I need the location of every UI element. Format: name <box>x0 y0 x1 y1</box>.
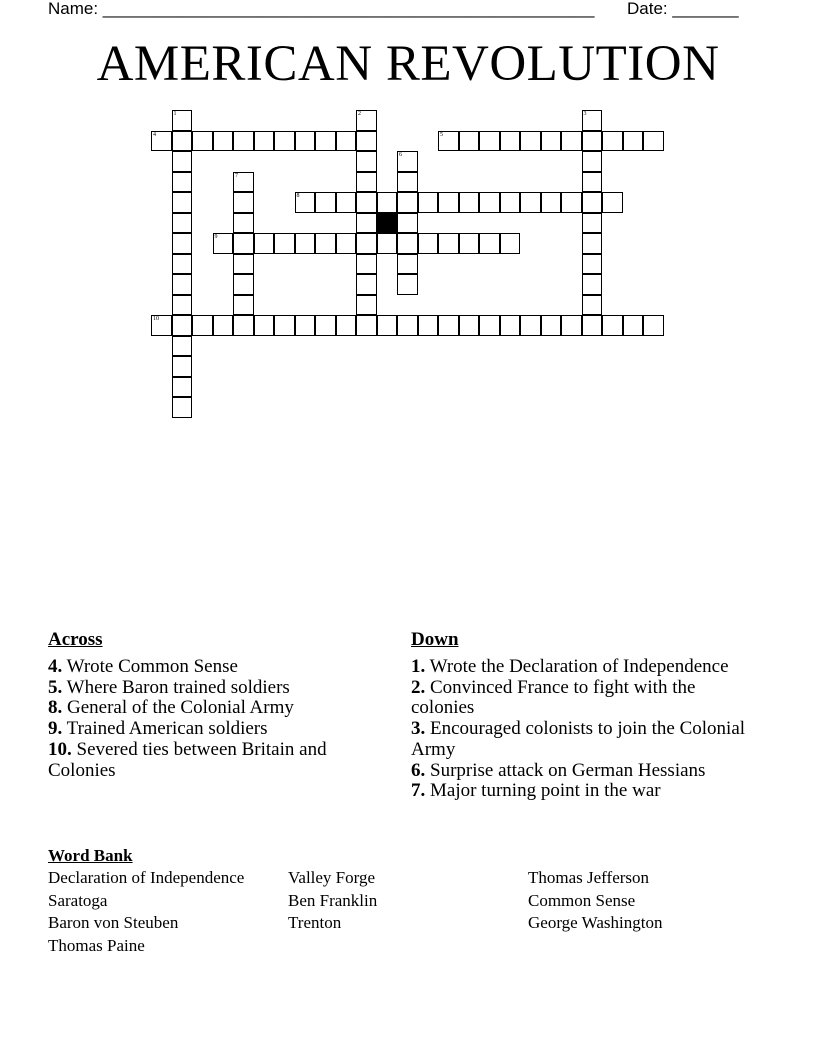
crossword-cell[interactable] <box>623 131 644 152</box>
crossword-cell[interactable] <box>233 295 254 316</box>
down-clue-3 <box>411 719 751 760</box>
across-clues <box>48 629 378 781</box>
crossword-cell[interactable] <box>172 172 193 193</box>
crossword-cell[interactable] <box>172 131 193 152</box>
cell-number: 9 <box>214 234 218 240</box>
crossword-cell[interactable] <box>561 192 582 213</box>
crossword-cell[interactable] <box>418 315 439 336</box>
crossword-cell[interactable] <box>336 131 357 152</box>
crossword-cell[interactable] <box>356 233 377 254</box>
crossword-cell[interactable] <box>582 151 603 172</box>
cell-number: 8 <box>296 193 300 199</box>
crossword-cell[interactable] <box>479 315 500 336</box>
crossword-cell[interactable] <box>233 131 254 152</box>
crossword-cell[interactable] <box>602 131 623 152</box>
clue-number: 6. <box>411 759 426 781</box>
across-clue-8 <box>48 698 378 719</box>
page-title: AMERICAN REVOLUTION <box>96 36 720 92</box>
down-clue-6 <box>411 761 751 782</box>
crossword-cell[interactable] <box>151 315 172 336</box>
cell-number: 6 <box>399 152 402 158</box>
clue-text: Wrote the Declaration of Independence <box>425 656 729 677</box>
crossword-cell[interactable] <box>377 192 398 213</box>
crossword-cell[interactable] <box>479 192 500 213</box>
cell-number: 1 <box>173 111 177 117</box>
word-bank-item: Trenton <box>288 913 342 933</box>
crossword-cell[interactable] <box>315 233 336 254</box>
crossword-cell[interactable] <box>541 131 562 152</box>
crossword-cell[interactable] <box>172 192 193 213</box>
crossword-cell[interactable] <box>541 192 562 213</box>
crossword-cell[interactable] <box>336 315 357 336</box>
crossword-cell[interactable] <box>172 151 193 172</box>
crossword-cell[interactable] <box>356 172 377 193</box>
down-clue-1 <box>411 657 751 678</box>
cell-number: 3 <box>583 111 587 117</box>
crossword-cell[interactable] <box>500 233 521 254</box>
crossword-cell[interactable] <box>356 131 377 152</box>
across-clue-9 <box>48 719 378 740</box>
crossword-cell[interactable] <box>500 192 521 213</box>
crossword-cell[interactable] <box>172 233 193 254</box>
clue-number: 8. <box>48 697 63 719</box>
crossword-cell[interactable] <box>172 213 193 234</box>
crossword-cell[interactable] <box>356 254 377 275</box>
crossword-cell[interactable] <box>172 274 193 295</box>
crossword-cell[interactable] <box>336 192 357 213</box>
crossword-cell[interactable] <box>561 131 582 152</box>
word-bank-item: Ben Franklin <box>288 890 378 910</box>
word-bank-item: Thomas Jefferson <box>528 868 650 887</box>
crossword-cell[interactable] <box>602 192 623 213</box>
crossword-cell[interactable] <box>233 254 254 275</box>
crossword-cell[interactable] <box>172 315 193 336</box>
crossword-cell[interactable] <box>377 315 398 336</box>
crossword-cell[interactable] <box>172 110 193 131</box>
date-field-label: Date: _______ <box>627 0 739 18</box>
crossword-cell[interactable] <box>254 233 275 254</box>
crossword-cell[interactable] <box>397 254 418 275</box>
clue-number: 4. <box>48 656 63 677</box>
cell-number: 10 <box>153 316 159 322</box>
clue-text: Surprise attack on German Hessians <box>425 759 706 781</box>
crossword-cell[interactable] <box>582 131 603 152</box>
crossword-cell[interactable] <box>213 315 234 336</box>
crossword-cell[interactable] <box>459 192 480 213</box>
word-bank-item: Baron von Steuben <box>48 913 179 933</box>
crossword-cell[interactable] <box>397 172 418 193</box>
cell-number: 5 <box>440 131 443 138</box>
word-bank-item: Common Sense <box>528 890 636 910</box>
crossword-cell[interactable] <box>295 315 316 336</box>
across-heading: Across <box>48 629 103 650</box>
word-bank-heading: Word Bank <box>48 846 133 865</box>
word-bank-item: Thomas Paine <box>48 935 145 955</box>
crossword-cell[interactable] <box>582 315 603 336</box>
crossword-cell[interactable] <box>438 192 459 213</box>
word-bank-item: Valley Forge <box>288 868 376 887</box>
crossword-cell[interactable] <box>459 131 480 152</box>
clue-text: Convinced France to fight with the colonies <box>411 676 696 719</box>
crossword-cell[interactable] <box>397 233 418 254</box>
clue-text: Encouraged colonists to join the Colonial Army <box>411 718 746 760</box>
cell-number: 4 <box>153 131 156 138</box>
crossword-cell[interactable] <box>356 274 377 295</box>
clue-text: Major turning point in the war <box>425 780 661 802</box>
word-bank-column-2 <box>288 867 377 935</box>
clue-number: 10. <box>48 738 72 760</box>
clue-number: 7. <box>411 780 426 802</box>
crossword-cell[interactable] <box>582 110 603 131</box>
down-heading: Down <box>411 629 459 650</box>
word-bank-item: Declaration of Independence <box>48 868 245 887</box>
crossword-cell[interactable] <box>500 131 521 152</box>
across-clue-4 <box>48 657 378 678</box>
crossword-cell[interactable] <box>520 131 541 152</box>
crossword-cell[interactable] <box>377 233 398 254</box>
crossword-cell[interactable] <box>172 295 193 316</box>
crossword-cell[interactable] <box>192 315 213 336</box>
crossword-cell[interactable] <box>315 192 336 213</box>
down-clues <box>411 629 751 802</box>
crossword-cell[interactable] <box>172 254 193 275</box>
crossword-cell[interactable] <box>274 131 295 152</box>
crossword-cell[interactable] <box>233 274 254 295</box>
crossword-cell[interactable] <box>500 315 521 336</box>
crossword-cell[interactable] <box>397 151 418 172</box>
crossword-cell[interactable] <box>582 233 603 254</box>
crossword-cell[interactable] <box>172 377 193 398</box>
cell-number: 2 <box>358 111 361 117</box>
clue-text: Where Baron trained soldiers <box>62 676 290 698</box>
crossword-cell[interactable] <box>336 233 357 254</box>
crossword-cell[interactable] <box>479 131 500 152</box>
down-clue-2 <box>411 678 751 719</box>
crossword-cell[interactable] <box>582 254 603 275</box>
crossword-cell[interactable] <box>438 233 459 254</box>
clue-number: 5. <box>48 676 63 698</box>
crossword-cell[interactable] <box>356 110 377 131</box>
crossword-cell[interactable] <box>151 131 172 152</box>
word-bank-item: George Washington <box>528 913 663 933</box>
clue-text: Wrote Common Sense <box>62 656 238 677</box>
crossword-cell[interactable] <box>356 151 377 172</box>
crossword-cell[interactable] <box>274 233 295 254</box>
clue-number: 2. <box>411 676 426 698</box>
word-bank-column-1 <box>48 867 244 957</box>
crossword-cell[interactable] <box>438 315 459 336</box>
crossword-cell[interactable] <box>213 131 234 152</box>
crossword-cell[interactable] <box>418 233 439 254</box>
crossword-cell[interactable] <box>233 213 254 234</box>
crossword-cell[interactable] <box>602 315 623 336</box>
crossword-cell[interactable] <box>356 315 377 336</box>
crossword-cell[interactable] <box>295 192 316 213</box>
cell-number: 7 <box>235 172 238 179</box>
crossword-cell[interactable] <box>582 172 603 193</box>
crossword-cell[interactable] <box>643 315 664 336</box>
down-clue-7 <box>411 781 751 802</box>
clue-text: General of the Colonial Army <box>62 697 294 719</box>
crossword-cell[interactable] <box>356 295 377 316</box>
crossword-cell[interactable] <box>541 315 562 336</box>
crossword-cell[interactable] <box>233 192 254 213</box>
crossword-cell[interactable] <box>397 213 418 234</box>
crossword-cell[interactable] <box>582 213 603 234</box>
crossword-cell[interactable] <box>397 274 418 295</box>
crossword-cell[interactable] <box>520 315 541 336</box>
crossword-cell[interactable] <box>459 315 480 336</box>
black-square <box>377 213 398 234</box>
crossword-cell[interactable] <box>582 295 603 316</box>
crossword-cell[interactable] <box>172 356 193 377</box>
crossword-cell[interactable] <box>561 315 582 336</box>
crossword-grid <box>0 0 816 430</box>
clue-number: 3. <box>411 718 426 740</box>
crossword-cell[interactable] <box>356 213 377 234</box>
crossword-cell[interactable] <box>233 172 254 193</box>
crossword-cell[interactable] <box>643 131 664 152</box>
crossword-cell[interactable] <box>397 192 418 213</box>
crossword-cell[interactable] <box>397 315 418 336</box>
clue-text: Trained American soldiers <box>62 718 268 740</box>
crossword-cell[interactable] <box>213 233 234 254</box>
crossword-cell[interactable] <box>623 315 644 336</box>
crossword-cell[interactable] <box>233 315 254 336</box>
crossword-cell[interactable] <box>356 192 377 213</box>
clue-number: 1. <box>411 656 426 677</box>
crossword-cell[interactable] <box>520 192 541 213</box>
across-clue-5 <box>48 678 378 699</box>
crossword-cell[interactable] <box>295 131 316 152</box>
clue-number: 9. <box>48 718 63 740</box>
name-field-label: Name: ____________________________________________________ <box>48 0 595 18</box>
crossword-cell[interactable] <box>315 131 336 152</box>
crossword-cell[interactable] <box>172 397 193 418</box>
crossword-cell[interactable] <box>438 131 459 152</box>
across-clue-10 <box>48 740 378 781</box>
crossword-cell[interactable] <box>192 131 213 152</box>
crossword-cell[interactable] <box>418 192 439 213</box>
crossword-cell[interactable] <box>295 233 316 254</box>
crossword-cell[interactable] <box>172 336 193 357</box>
clue-text: Severed ties between Britain and Colonies <box>48 738 327 781</box>
crossword-cell[interactable] <box>233 233 254 254</box>
crossword-cell[interactable] <box>254 315 275 336</box>
crossword-cell[interactable] <box>582 274 603 295</box>
crossword-cell[interactable] <box>479 233 500 254</box>
crossword-cell[interactable] <box>582 192 603 213</box>
crossword-cell[interactable] <box>254 131 275 152</box>
crossword-cell[interactable] <box>315 315 336 336</box>
word-bank-item: Saratoga <box>48 890 108 910</box>
word-bank-column-3 <box>528 867 662 935</box>
crossword-cell[interactable] <box>459 233 480 254</box>
crossword-cell[interactable] <box>274 315 295 336</box>
